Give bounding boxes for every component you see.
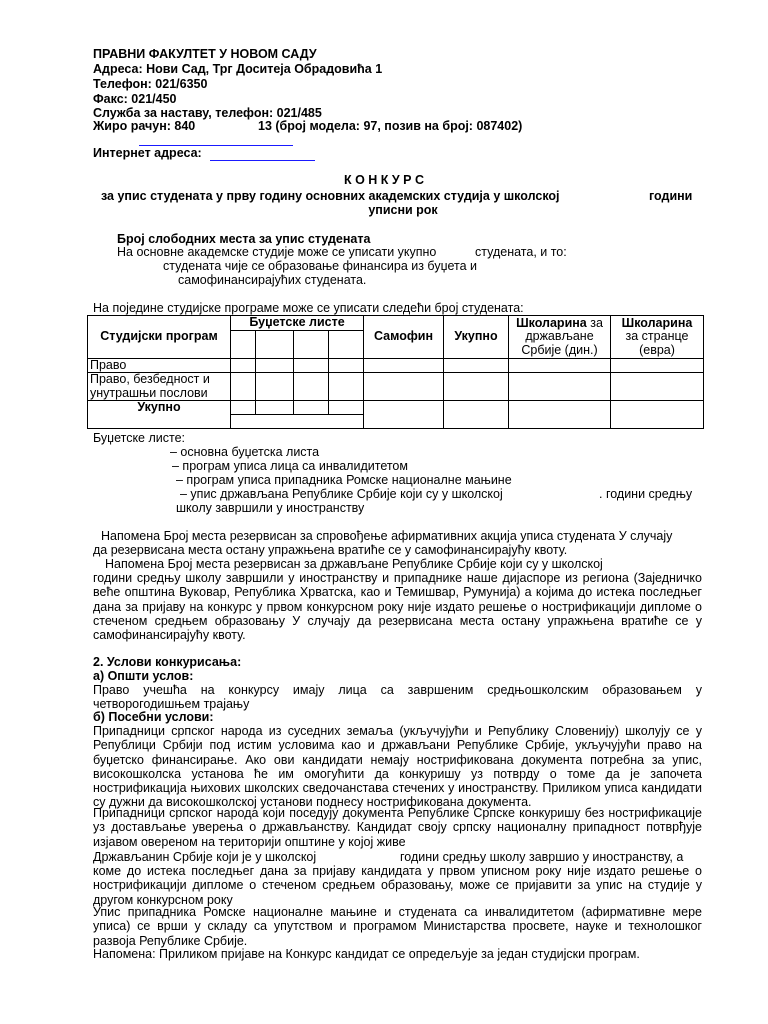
budget-list-item: – програм уписа лица са инвалидитетом (172, 459, 408, 473)
phone: Телефон: 021/6350 (93, 77, 208, 91)
fee-domestic-bold: Школарина (516, 315, 587, 330)
col-budget: Буџетске листе (231, 316, 364, 331)
special-conditions-p3b: години средњу школу завршио у иностранству, а (400, 850, 684, 864)
special-conditions-p3a: Држављанин Србије који је у школској (93, 850, 317, 864)
row-pravo: Право (88, 358, 231, 373)
col-fee-foreign (611, 316, 704, 359)
budget-list-item: – упис држављана Републике Србије који су у школској (180, 487, 503, 501)
fee-domestic-line2: држављане (525, 329, 594, 343)
fee-domestic-line3: Србије (дин.) (521, 342, 598, 357)
account-rest: 13 (број модела: 97, позив на број: 087402) (258, 119, 523, 133)
contest-heading: К О Н К У Р С (344, 173, 424, 187)
address: Адреса: Нови Сад, Трг Доситеја Обрадовића 1 (93, 62, 383, 76)
account-label: Жиро рачун: 840 (93, 119, 196, 133)
special-conditions-p3: коме до истека последњег дана за пријаву кандидата у првом уписном року није издато решење о нострификацији дипломе о стеченом средњем образовању, може се пријавити за упис на студије у другом конкурсном року (93, 864, 702, 907)
fee-domestic-rest: за (590, 315, 603, 330)
general-condition-heading: а) Општи услов: (93, 669, 194, 683)
fee-foreign-bold: Школарина (621, 315, 693, 330)
row2-line2: унутрашњи послови (90, 385, 208, 400)
col-total: Укупно (444, 316, 509, 359)
col-fee-domestic (509, 316, 611, 359)
budget-list-item-cont: . години средњу (599, 487, 693, 501)
internet-label: Интернет адреса: (93, 146, 202, 160)
note2-text: години средњу школу завршили у иностранству и припаднике наше дијаспоре из региона (Заједничко веће општина Вуковар, Република Хрватска, као и Темишвар, Румунија) а којима до истека последњег дана за пријаву на конкурс у првом конкурсном року није издато решење о нострификацији дипломе о стеченом средњем образовању У случају да резервисана места остану упражњена вратиће се у самофинансирајућу квоту. (93, 571, 702, 643)
row2-line1: Право, безбедност и (90, 372, 210, 386)
internet-address-link[interactable] (210, 160, 315, 161)
special-conditions-p1: Припадници српског народа из суседних земаља (укључујући и Републику Словенију) школују се у Републици Србији под истим условима као и држављани Републике Србије, укључујући право на буџетско финансирање. Ако ови кандидати немају нострификована документа потребна за упис, високошколска установа ће им омогућити да конкуришу уз потврду о томе да је започета нострификација њихових школских сведочанстава стечених у иностранству. Приликом уписа кандидати су дужни да високошколској установи поднесу нострификована документа. (93, 724, 702, 810)
fax: Факс: 021/450 (93, 92, 177, 106)
contest-term: уписни рок (368, 203, 438, 217)
contest-subtitle: за упис студената у прву годину основних академских студија у школској (101, 189, 560, 203)
fee-foreign-line3: (евра) (639, 342, 675, 357)
section1-heading: Број слободних места за упис студената (117, 232, 371, 246)
special-conditions-p2: Припадници српског народа који поседују документа Републике Српске конкуришу без нострификације уз достављање уверења о држављанству. Кандидат своју српску националну припадност потврђује изјавом овереном на територији општине у којој живе (93, 806, 702, 849)
contest-subtitle-year: години (649, 189, 693, 203)
budget-lists-heading: Буџетске листе: (93, 431, 186, 445)
section2-heading: 2. Услови конкурисања: (93, 655, 242, 669)
row-total: Укупно (88, 401, 231, 429)
section1-line3: самофинансирајућих студената. (178, 273, 367, 287)
row-pravo-bezbednost (88, 373, 231, 401)
budget-list-item: – основна буџетска листа (170, 445, 320, 459)
budget-list-item-cont2: школу завршили у иностранству (176, 501, 365, 515)
final-note: Напомена: Приликом пријаве на Конкурс кандидат се опредељује за један студијски програм. (93, 947, 640, 961)
col-program: Студијски програм (88, 316, 231, 359)
budget-list-item: – програм уписа припадника Ромске националне мањине (176, 473, 512, 487)
institution-name: ПРАВНИ ФАКУЛТЕТ У НОВОМ САДУ (93, 47, 317, 61)
teaching-service: Служба за наставу, телефон: 021/485 (93, 106, 322, 120)
special-conditions-heading: б) Посебни услови: (93, 710, 214, 724)
general-condition-text: Право учешћа на конкурсу имају лица са завршеним средњошколским образовањем у четворогодишњем трајању (93, 683, 702, 712)
section1-line1-b: студената, и то: (475, 245, 567, 259)
note1-line1: Напомена Број места резервисан за спровођење афирмативних акција уписа студената У случају (101, 529, 673, 543)
note1-line2: да резервисана места остану упражњена вратиће се у самофинансирајућу квоту. (93, 543, 568, 557)
table-intro: На поједине студијске програме може се уписати следећи број студената: (93, 301, 524, 315)
enrollment-table (87, 315, 704, 429)
note2-line1: Напомена Број места резервисан за држављане Републике Србије који су у школској (105, 557, 603, 571)
section1-line2: студената чије се образовање финансира из буџета и (163, 259, 477, 273)
section1-line1: На основне академске студије може се уписати укупно (117, 245, 437, 259)
col-selffin: Самофин (364, 316, 444, 359)
special-conditions-p4: Упис припадника Ромске националне мањине и студената са инвалидитетом (афирмативне мере уписа) се врши у складу са упутством и програмом Министарства просвете, науке и технолошког развоја Републике Србије. (93, 905, 702, 948)
fee-foreign-line2: за странце (625, 329, 689, 343)
